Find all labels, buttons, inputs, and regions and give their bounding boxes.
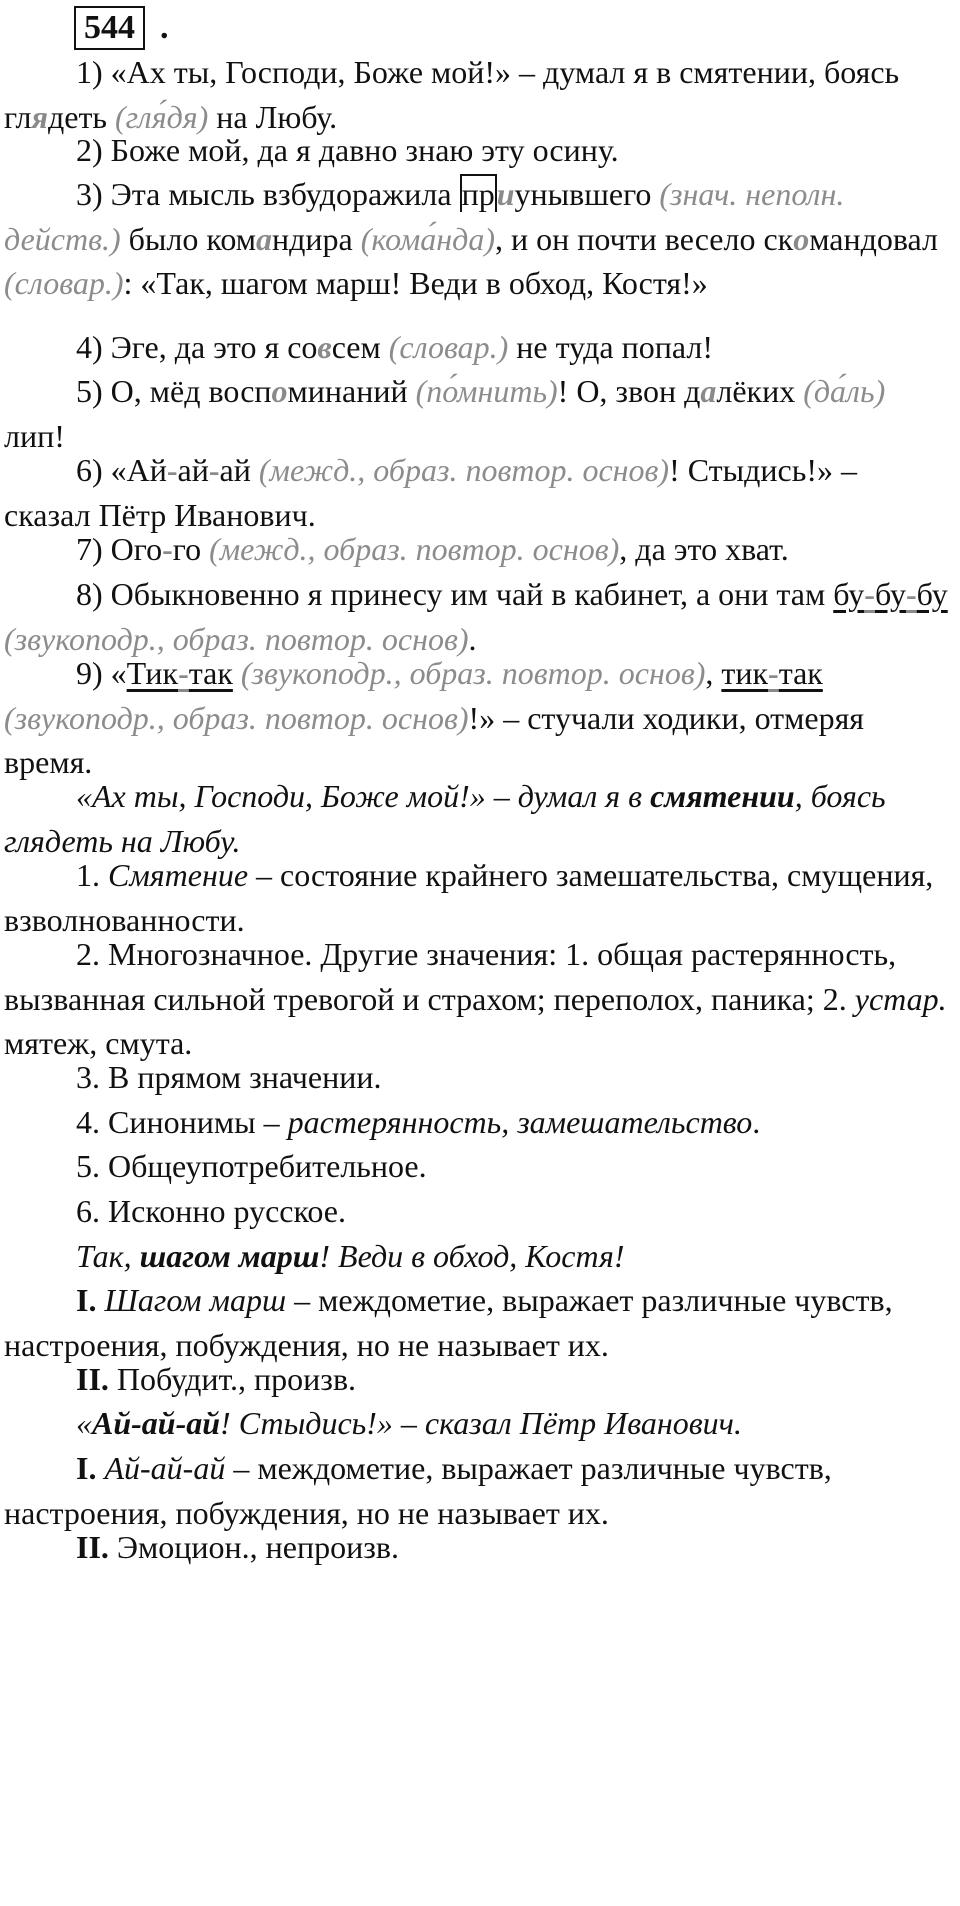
parse-3-part-1: I. Ай-ай-ай – междометие, выражает различные чувств, настроения, побуждения, но не называет их. (4, 1450, 832, 1531)
sentence-1: 1) «Ах ты, Господи, Боже мой!» – думал я в смятении, боясь глядеть (гля́дя) на Любу. (4, 54, 900, 135)
sentence-5: 5) О, мёд воспоминаний (по́мнить)! О, звон далёких (да́ль) лип! (4, 373, 886, 454)
sentence-6: 6) «Ай-ай-ай (межд., образ. повтор. основ)! Стыдись!» – сказал Пётр Иванович. (4, 452, 857, 533)
quote-1: «Ах ты, Господи, Боже мой!» – думал я в смятении, боясь глядеть на Любу. (4, 778, 886, 859)
analysis-2: 2. Многозначное. Другие значения: 1. общая растерянность, вызванная сильной тревогой и страхом; переполох, паника; 2. устар. мятеж, смута. (4, 936, 947, 1061)
prefix-mark: пр (461, 176, 495, 212)
parse-3-part-2: II. Эмоцион., непроизв. (76, 1529, 399, 1565)
sentence-2: 2) Боже мой, да я давно знаю эту осину. (76, 132, 619, 168)
exercise-number-dot: . (160, 9, 169, 46)
analysis-6: 6. Исконно русское. (76, 1193, 346, 1229)
sentence-4: 4) Эге, да это я совсем (словар.) не туда попал! (76, 329, 713, 365)
sentence-3: 3) Эта мысль взбудоражила приунывшего (знач. неполн. действ.) было командира (кома́нда), и он почти весело скомандовал (словар.): «Так, шагом марш! Веди в обход, Костя!» (4, 176, 938, 301)
sentence-9: 9) «Тик-так (звукоподр., образ. повтор. основ), тик-так (звукоподр., образ. повтор. основ)!» – стучали ходики, отмеряя время. (4, 655, 865, 780)
sentence-7: 7) Ого-го (межд., образ. повтор. основ), да это хват. (76, 531, 789, 567)
sentence-8: 8) Обыкновенно я принесу им чай в кабинет, а они там бу-бу-бу (звукоподр., образ. повтор. основ). (4, 576, 948, 657)
parse-2-part-2: II. Побудит., произв. (76, 1361, 357, 1397)
analysis-5: 5. Общеупотребительное. (76, 1148, 427, 1184)
analysis-4: 4. Синонимы – растерянность, замешательство. (76, 1104, 761, 1140)
exercise-number-box: 544 (74, 6, 145, 50)
quote-3: «Ай-ай-ай! Стыдись!» – сказал Пётр Иванович. (76, 1405, 742, 1441)
quote-2: Так, шагом марш! Веди в обход, Костя! (76, 1238, 625, 1274)
analysis-3: 3. В прямом значении. (76, 1059, 382, 1095)
analysis-1: 1. Смятение – состояние крайнего замешательства, смущения, взволнованности. (4, 857, 934, 938)
parse-2-part-1: I. Шагом марш – междометие, выражает различные чувств, настроения, побуждения, но не называет их. (4, 1282, 893, 1363)
